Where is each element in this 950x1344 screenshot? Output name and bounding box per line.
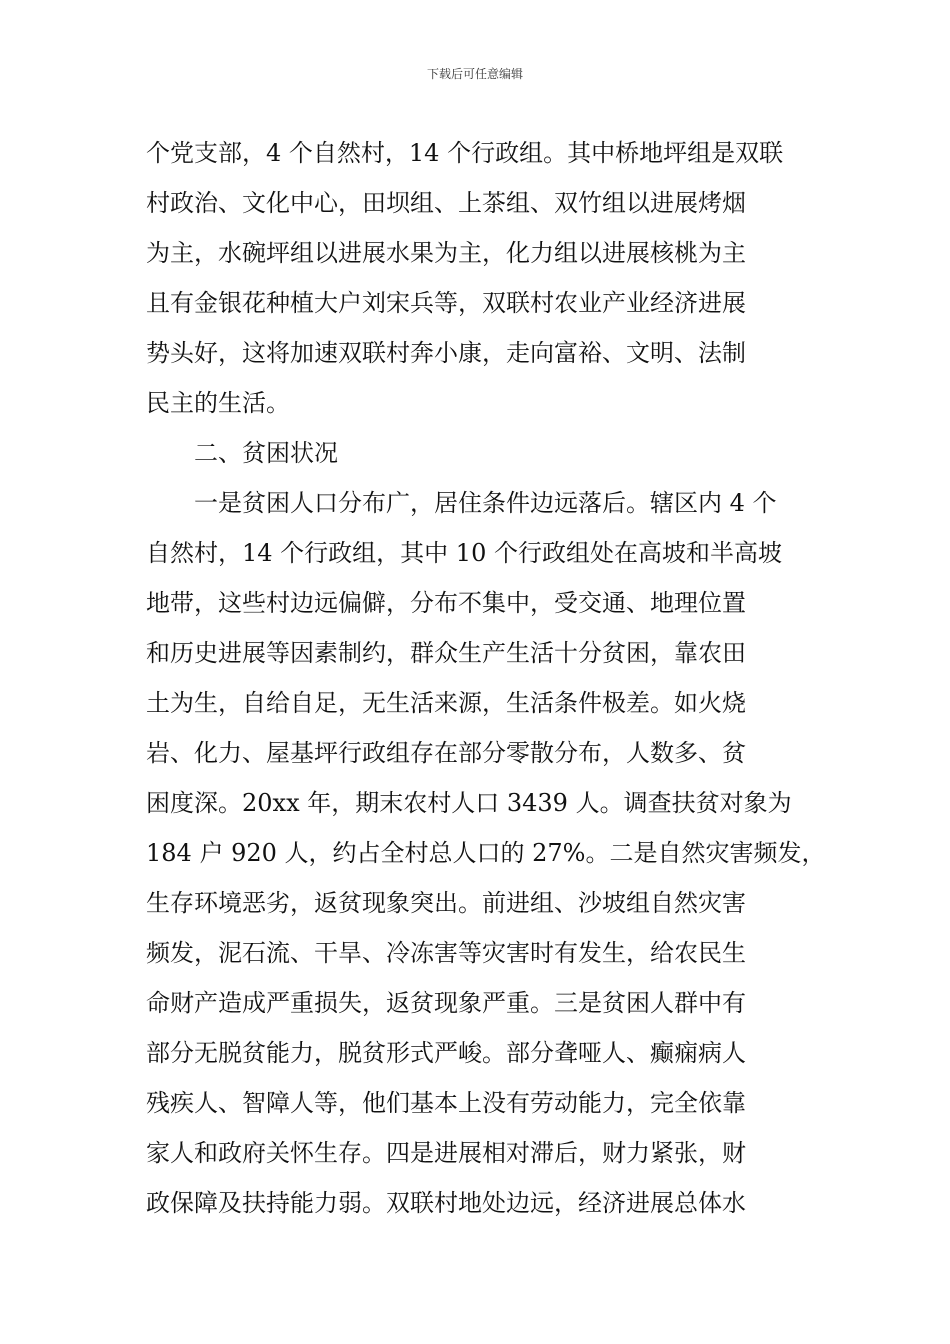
text-line-13: 岩、化力、屋基坪行政组存在部分零散分布，人数多、贫 (146, 739, 746, 767)
text-line-20: 残疾人、智障人等，他们基本上没有劳动能力，完全依靠 (146, 1089, 746, 1117)
text-line-1: 个党支部，4 个自然村，14 个行政组。其中桥地坪组是双联 (146, 139, 784, 167)
text-line-3: 为主，水碗坪组以进展水果为主，化力组以进展核桃为主 (146, 239, 746, 267)
text-line-18: 命财产造成严重损失，返贫现象严重。三是贫困人群中有 (146, 989, 746, 1017)
document-body (146, 128, 826, 1228)
text-line-19: 部分无脱贫能力，脱贫形式严峻。部分聋哑人、癫痫病人 (146, 1039, 746, 1067)
text-line-21: 家人和政府关怀生存。四是进展相对滞后，财力紧张，财 (146, 1139, 746, 1167)
text-line-11: 和历史进展等因素制约，群众生产生活十分贫困，靠农田 (146, 639, 746, 667)
text-line-15: 184 户 920 人，约占全村总人口的 27%。二是自然灾害频发， (146, 839, 826, 867)
text-line-2: 村政治、文化中心，田坝组、上茶组、双竹组以进展烤烟 (146, 189, 746, 217)
text-line-22: 政保障及扶持能力弱。双联村地处边远，经济进展总体水 (146, 1189, 746, 1217)
section-heading: 二、贫困状况 (194, 439, 338, 467)
text-line-4: 且有金银花种植大户刘宋兵等，双联村农业产业经济进展 (146, 289, 746, 317)
text-line-6: 民主的生活。 (146, 389, 290, 417)
text-line-10: 地带，这些村边远偏僻，分布不集中，受交通、地理位置 (146, 589, 746, 617)
paragraph-start: 一是贫困人口分布广，居住条件边远落后。辖区内 4 个 (194, 489, 777, 517)
text-line-5: 势头好，这将加速双联村奔小康，走向富裕、文明、法制 (146, 339, 746, 367)
text-line-14: 困度深。20xx 年，期末农村人口 3439 人。调查扶贫对象为 (146, 789, 792, 817)
text-line-9: 自然村，14 个行政组，其中 10 个行政组处在高坡和半高坡 (146, 539, 782, 567)
text-line-17: 频发，泥石流、干旱、冷冻害等灾害时有发生，给农民生 (146, 939, 746, 967)
page-header-note: 下载后可任意编辑 (426, 67, 523, 81)
text-line-16: 生存环境恶劣，返贫现象突出。前进组、沙坡组自然灾害 (146, 889, 746, 917)
text-line-12: 土为生，自给自足，无生活来源，生活条件极差。如火烧 (146, 689, 746, 717)
